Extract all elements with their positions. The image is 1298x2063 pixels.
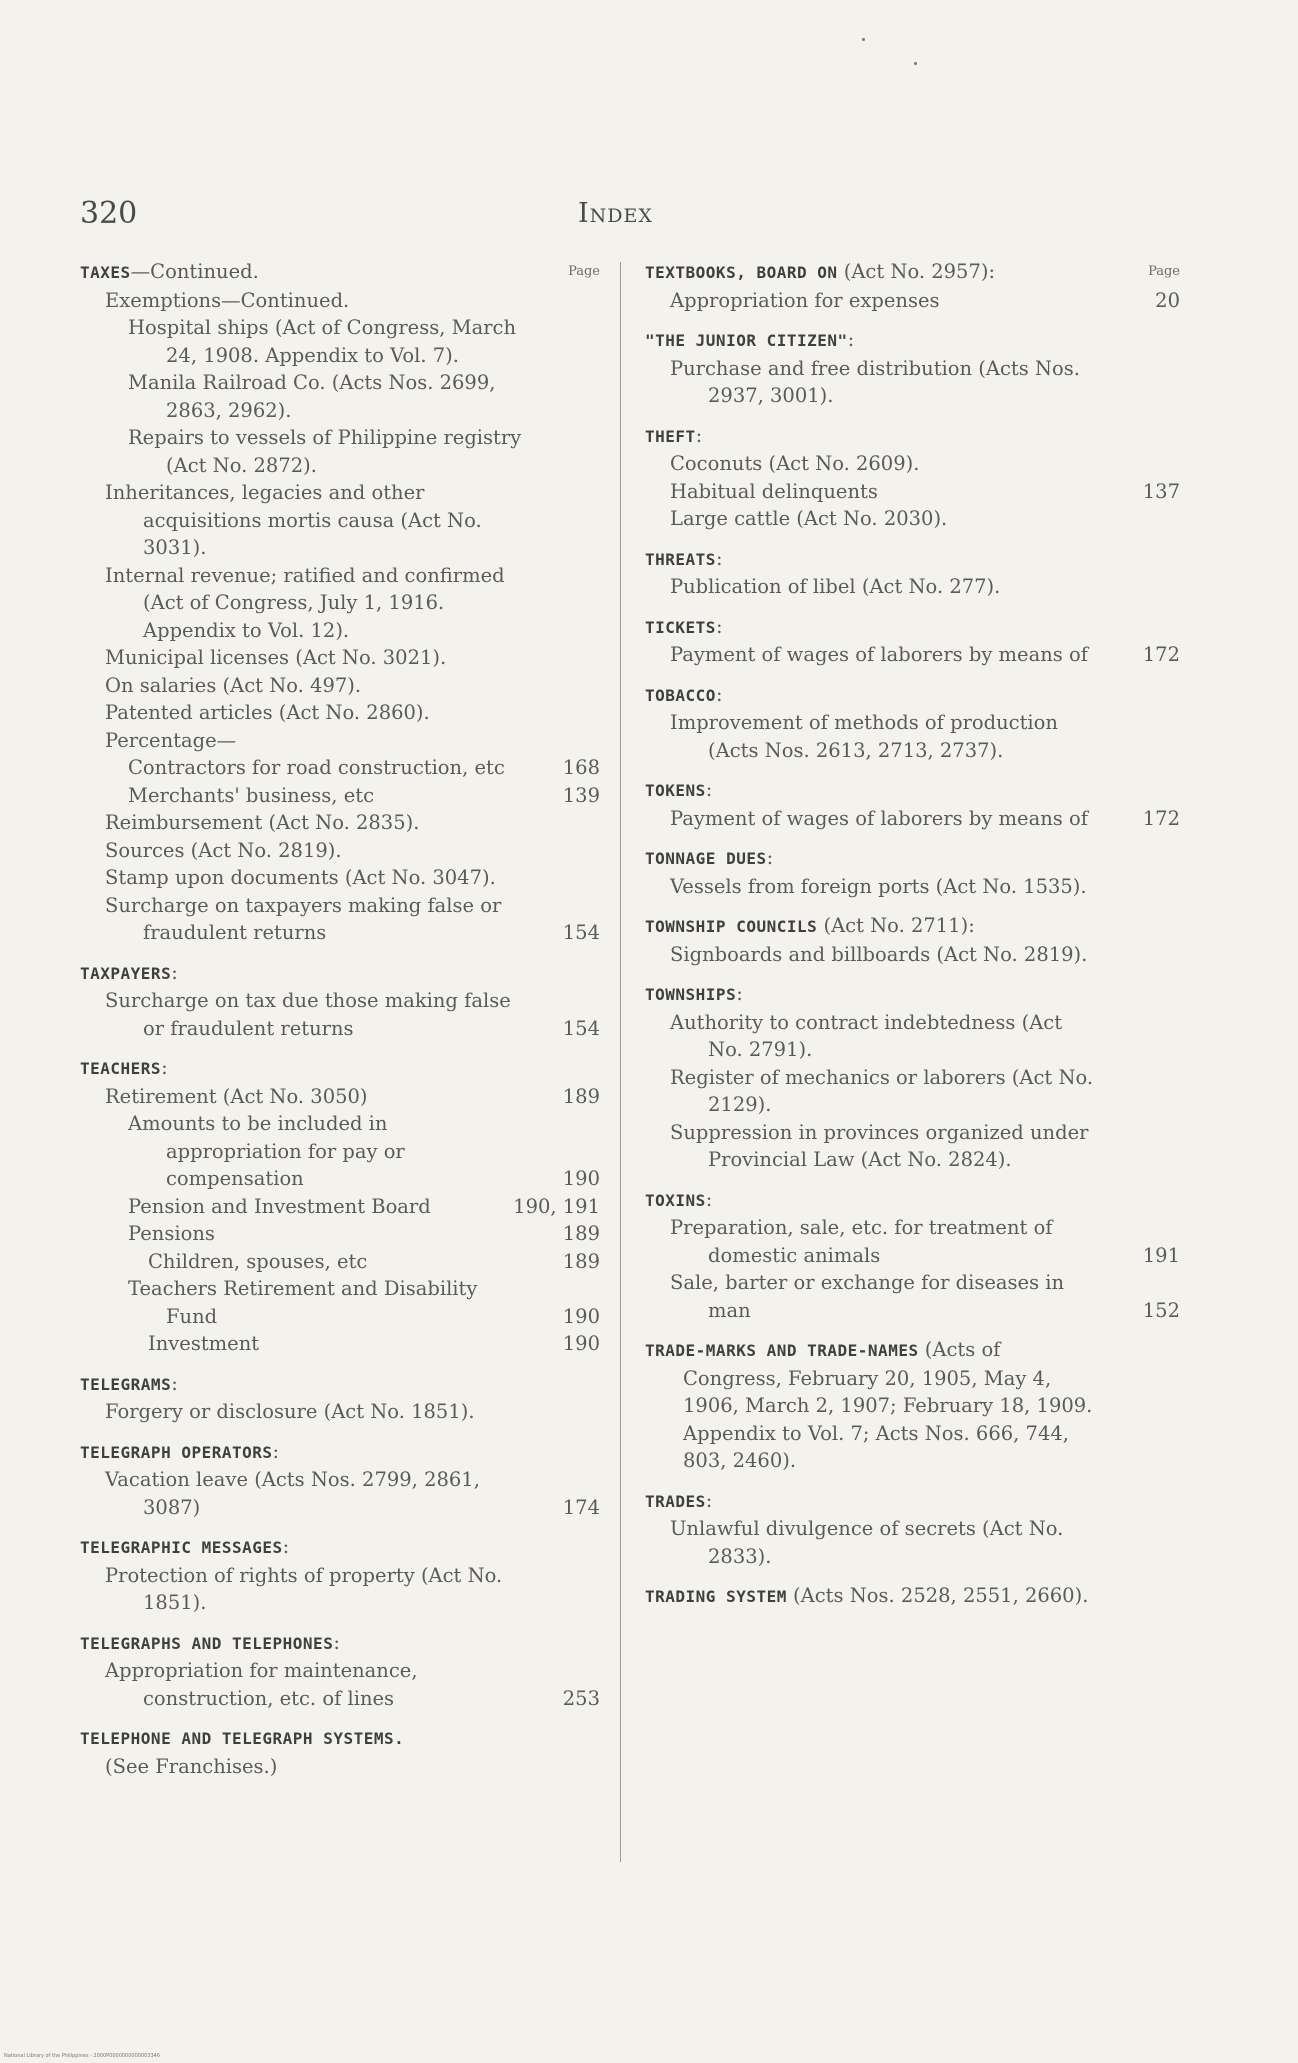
index-subentry [645,1269,1180,1324]
index-entry-text: Payment of wages of laborers by means of [670,806,1088,830]
page-reference: 189 [559,1220,600,1248]
index-subentry [80,672,600,700]
index-entry-text: Reimbursement (Act No. 2835). [105,811,420,834]
index-entry-text: (Acts of Congress, February 20, 1905, May 4, 1906, March 2, 1907; February 18, 1909. Appendix to Vol. 7; Acts Nos. 666, 744, 803, 2460). [683,1338,1093,1472]
page-reference: 154 [559,919,600,947]
page-reference: 190 [559,1330,600,1358]
index-entry-text: Investment [148,1332,260,1355]
index-subentry [645,709,1180,764]
index-heading: TOBACCO [645,685,716,705]
index-subentry [645,1064,1180,1119]
index-subentry [80,1330,600,1358]
page-column-label: Page [1148,264,1180,279]
page-reference: 152 [1139,1297,1180,1325]
index-entry-text: Retirement (Act No. 3050) [105,1084,368,1108]
index-entry-text: Protection of rights of property (Act No. 1851). [105,1563,503,1614]
index-entry-text: Children, spouses, etc [148,1249,368,1273]
page-reference: 139 [559,782,600,810]
page-reference: 190 [559,1303,600,1331]
index-heading: THEFT [645,426,696,446]
index-subentry [645,478,1180,506]
index-entry-text: (See Franchises.) [105,1754,278,1778]
index-subentry [645,1515,1180,1570]
page-reference: 137 [1139,478,1180,506]
index-subentry [80,1248,600,1276]
index-entry-text: Pensions [128,1222,215,1245]
index-entry-text: Manila Railroad Co. (Acts Nos. 2699, 2863, 2962). [128,371,496,422]
index-entry-text: : [171,1371,178,1395]
index-subentry [80,287,600,315]
index-entry-text: Authority to contract indebtedness (Act No. 2791). [670,1010,1063,1061]
index-entry-text: Exemptions—Continued. [105,288,350,312]
index-entry-text: Sources (Act No. 2819). [105,838,342,862]
index-entry-text: Municipal licenses (Act No. 3021). [105,646,447,669]
index-entry-text: Payment of wages of laborers by means of [670,643,1088,666]
index-entry-text: : [736,982,743,1005]
index-entry-text: Hospital ships (Act of Congress, March 24, 1908. Appendix to Vol. 7). [128,316,517,367]
index-subentry [80,864,600,892]
index-entry-text: Inheritances, legacies and other acquisitions mortis causa (Act No. 3031). [105,481,482,559]
index-entry-text: Patented articles (Act No. 2860). [105,701,430,724]
index-heading: TELEPHONE AND TELEGRAPH SYSTEMS. [80,1729,405,1748]
page-number: 320 [80,196,138,231]
index-subentry [80,1275,600,1330]
page-reference: 189 [559,1248,600,1276]
index-heading-entry [645,1582,1180,1611]
scan-speck [914,62,917,65]
index-entry-text: (Acts Nos. 2528, 2551, 2660). [786,1584,1089,1607]
index-subentry [80,754,600,782]
index-entry-text: Appropriation for maintenance, construction, etc. of lines [105,1659,418,1710]
index-heading-entry [645,1487,1180,1516]
page-reference: 20 [1151,287,1180,315]
index-entry-text: Publication of libel (Act No. 277). [670,575,1001,598]
index-heading-entry [645,422,1180,451]
index-heading: TAXES [80,263,131,282]
index-entry-text: Sale, barter or exchange for diseases in man [670,1271,1065,1322]
page-reference: 154 [559,1015,600,1043]
index-heading: TRADES [645,1491,706,1511]
index-entry-text: —Continued. [130,260,259,283]
index-entry-text: : [705,1488,713,1512]
index-entry-text: Coconuts (Act No. 2609). [670,452,920,475]
index-entry-text: Surcharge on tax due those making false or fraudulent returns [105,989,511,1040]
index-subentry [80,1193,600,1221]
index-heading-entry [80,959,600,988]
index-heading-entry [80,1724,600,1753]
index-entry-text: (Act No. 2711): [817,914,975,937]
index-entry-text: : [333,1630,340,1654]
index-heading: TOKENS [645,781,706,800]
index-subentry [80,1657,600,1712]
page-reference: 168 [559,754,600,782]
index-heading: TONNAGE DUES [645,849,767,868]
index-entry-text: : [695,423,703,447]
index-subentry [80,809,600,837]
index-heading-entry [645,1186,1180,1215]
page-reference: 191 [1139,1242,1180,1270]
page-reference: 172 [1139,805,1180,833]
index-heading: TOXINS [645,1190,706,1210]
index-entry-text: : [766,846,774,869]
column-divider [620,262,621,1862]
index-subentry [645,1214,1180,1269]
index-subentry [80,369,600,424]
index-entry-text: Habitual delinquents [670,479,878,503]
index-entry-text: Amounts to be included in appropriation for pay or compensation [128,1112,405,1190]
index-subentry [645,573,1180,601]
index-subentry [80,1110,600,1193]
index-entry-text: Forgery or disclosure (Act No. 1851). [105,1400,475,1423]
index-subentry [645,505,1180,533]
index-entry-text: Signboards and billboards (Act No. 2819). [670,942,1088,966]
index-heading-entry [80,258,600,287]
index-subentry [80,562,600,645]
index-entry-text: Vessels from foreign ports (Act No. 1535). [670,874,1087,898]
index-heading-entry [80,1629,600,1658]
index-subentry [80,479,600,562]
index-heading-entry [80,1370,600,1399]
index-subentry [80,837,600,865]
index-subentry [80,782,600,810]
index-heading: THREATS [645,549,716,569]
page-reference: 253 [559,1685,600,1713]
index-entry-text: : [715,546,723,570]
index-heading: TELEGRAPHS AND TELEPHONES [80,1633,334,1653]
index-heading: TICKETS [645,617,716,637]
index-entry-text: Appropriation for expenses [670,288,940,312]
left-index-column [80,258,600,1780]
index-heading: TOWNSHIP COUNCILS [645,917,818,936]
index-heading: TRADE-MARKS AND TRADE-NAMES [645,1341,919,1360]
index-subentry [645,355,1180,410]
index-subentry [80,699,600,727]
scan-credit: National Library of the Philippines · 2000P0000000000003346 [4,2053,161,2059]
index-entry-text: Purchase and free distribution (Acts Nos. 2937, 3001). [670,356,1080,407]
entry-list [645,258,1180,1611]
index-entry-text: Contractors for road construction, etc [128,756,505,779]
index-subentry [80,987,600,1042]
index-heading: TOWNSHIPS [645,985,737,1004]
index-subentry [80,727,600,755]
index-subentry [80,1562,600,1617]
page-title: Index [578,198,653,229]
index-heading-entry [645,681,1180,710]
index-heading: TRADING SYSTEM [645,1587,787,1606]
index-entry-text: Teachers Retirement and Disability Fund [128,1277,478,1328]
index-subentry [645,450,1180,478]
index-heading-entry [645,1336,1180,1475]
page-column-label: Page [568,264,600,279]
index-heading: TEACHERS [80,1059,162,1078]
index-entry-text: : [705,778,713,801]
index-entry-text: Large cattle (Act No. 2030). [670,507,948,530]
entry-list [80,258,600,1780]
index-subentry [645,805,1180,833]
scan-speck [862,38,865,41]
index-subentry [80,314,600,369]
index-entry-text: Register of mechanics or laborers (Act No. 2129). [670,1065,1094,1116]
page-reference: 174 [559,1494,600,1522]
index-entry-text: : [171,960,178,984]
index-entry-text: Internal revenue; ratified and confirmed (Act of Congress, July 1, 1916. Appendix to Vol. 12). [105,563,505,642]
index-heading: TELEGRAMS [80,1374,172,1394]
index-subentry [80,644,600,672]
index-entry-text: : [161,1056,168,1079]
index-heading: TEXTBOOKS, BOARD ON [645,263,838,282]
index-heading-entry [80,1533,600,1562]
index-subentry [645,641,1180,669]
index-entry-text: Stamp upon documents (Act No. 3047). [105,866,496,889]
index-entry-text: : [282,1535,290,1558]
page-reference: 172 [1139,641,1180,669]
right-index-column [645,258,1180,1611]
index-entry-text: On salaries (Act No. 497). [105,673,362,697]
index-entry-text: Repairs to vessels of Philippine registry (Act No. 2872). [128,426,522,477]
index-subentry [80,892,600,947]
index-heading: TAXPAYERS [80,963,172,983]
index-heading-entry [80,1438,600,1467]
index-subentry [645,941,1180,969]
index-entry-text: Vacation leave (Acts Nos. 2799, 2861, 3087) [105,1468,480,1519]
index-entry-text: : [715,682,723,706]
index-heading-entry [645,258,1180,287]
index-entry-text: Surcharge on taxpayers making false or fraudulent returns [105,893,502,944]
index-heading-entry [645,776,1180,805]
index-entry-text: : [847,328,855,351]
index-entry-text: : [705,1187,713,1211]
index-subentry [645,287,1180,315]
index-heading: TELEGRAPH OPERATORS [80,1442,273,1462]
index-heading-entry [645,613,1180,642]
index-subentry [80,1753,600,1781]
index-heading-entry [645,980,1180,1009]
index-subentry [80,1466,600,1521]
index-entry-text: : [272,1439,280,1463]
index-subentry [80,1398,600,1426]
page-reference: 190 [559,1165,600,1193]
index-entry-text: Suppression in provinces organized under Provincial Law (Act No. 2824). [670,1120,1089,1171]
index-entry-text: : [715,614,723,638]
index-entry-text: (Act No. 2957): [837,260,996,283]
page-reference: 189 [559,1083,600,1111]
page-reference: 190, 191 [509,1193,600,1221]
index-entry-text: Pension and Investment Board [128,1194,431,1218]
index-heading: TELEGRAPHIC MESSAGES [80,1538,283,1557]
index-heading-entry [80,1054,600,1083]
index-entry-text: Merchants' business, etc [128,783,374,807]
index-heading-entry [645,545,1180,574]
index-subentry [645,1009,1180,1064]
index-subentry [80,1220,600,1248]
index-entry-text: Percentage— [105,728,237,752]
index-subentry [645,1119,1180,1174]
index-entry-text: Unlawful divulgence of secrets (Act No. 2833). [670,1517,1064,1568]
index-heading-entry [645,912,1180,941]
index-subentry [80,1083,600,1111]
index-heading-entry [645,844,1180,873]
index-entry-text: Preparation, sale, etc. for treatment of domestic animals [670,1216,1053,1267]
index-subentry [80,424,600,479]
index-heading-entry [645,326,1180,355]
index-subentry [645,873,1180,901]
index-entry-text: Improvement of methods of production (Acts Nos. 2613, 2713, 2737). [670,711,1058,762]
index-heading: "THE JUNIOR CITIZEN" [645,331,848,350]
